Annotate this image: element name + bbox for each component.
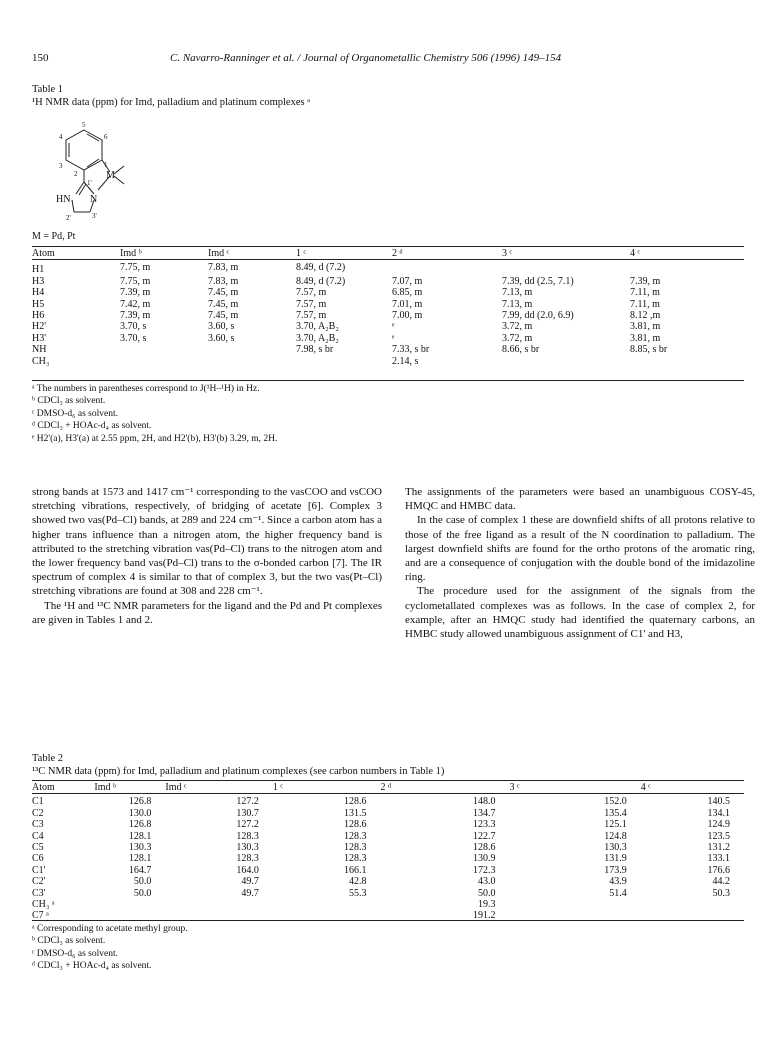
table-cell: 3.70, s	[120, 321, 147, 333]
footnote: ᵇ CDCl₃ as solvent.	[32, 936, 106, 947]
table-cell	[296, 356, 392, 367]
body-column-right	[405, 485, 755, 641]
column-header: 3 ᶜ	[509, 782, 520, 793]
label-c5: 5	[82, 121, 86, 129]
table-cell: 7.07, m	[392, 275, 423, 287]
table-cell: CH₃	[32, 355, 50, 367]
label-c3prime: 3'	[92, 212, 97, 220]
table-cell: 130.3	[128, 842, 152, 854]
table-cell	[165, 910, 273, 921]
table-cell: 7.98, s br	[296, 344, 334, 356]
label-c6: 6	[104, 133, 108, 141]
table-cell: 7.39, m	[120, 310, 151, 322]
table-cell: 131.9	[604, 853, 627, 865]
table-cell: 128.3	[236, 830, 259, 842]
label-c1: 1	[104, 161, 108, 169]
table-cell: H6	[32, 310, 45, 322]
table-cell: 3.70, s	[120, 332, 147, 344]
table-cell	[273, 899, 381, 910]
table-row	[32, 310, 744, 321]
column-header: 4 ᶜ	[630, 248, 641, 259]
column-header: Atom	[32, 248, 55, 259]
table-cell: 50.0	[133, 876, 152, 888]
table-cell: 7.75, m	[120, 275, 151, 287]
table-row	[32, 853, 744, 864]
table-cell: 7.75, m	[120, 262, 151, 274]
table-cell	[165, 899, 273, 910]
table-cell: 164.7	[128, 864, 152, 876]
table-cell: 130.0	[128, 807, 152, 819]
table-cell: 3.81, m	[630, 321, 661, 333]
column-header: 1 ᶜ	[272, 782, 283, 793]
label-metal: M	[106, 170, 115, 181]
table-row	[32, 888, 744, 899]
table-cell: 128.6	[343, 796, 367, 808]
table-cell: 173.9	[604, 864, 627, 876]
table-cell: 128.3	[343, 830, 367, 842]
table-cell: 128.3	[236, 853, 259, 865]
table-cell	[630, 356, 744, 367]
paragraph: The assignments of the parameters were based an unambiguous COSY-45, HMQC and HMBC data.	[405, 486, 755, 513]
table-cell: 126.8	[128, 796, 152, 808]
table-row	[32, 876, 744, 887]
table-cell	[630, 262, 744, 275]
table-cell: 134.1	[707, 807, 730, 819]
table-cell: 7.45, m	[208, 310, 239, 322]
table2-top-rule	[32, 780, 744, 781]
table-cell: 164.0	[236, 864, 259, 876]
table-cell: 50.3	[712, 887, 730, 899]
table-cell	[510, 899, 641, 910]
table-cell: 130.3	[236, 842, 259, 854]
table-cell: 122.7	[473, 830, 496, 842]
column-header: Imd ᵇ	[120, 248, 142, 259]
table-cell: 8.66, s br	[502, 344, 540, 356]
table-row	[32, 899, 744, 910]
table-cell: 128.6	[343, 819, 367, 831]
table-cell	[273, 910, 381, 921]
table1-bottom-rule	[32, 380, 744, 381]
benzene-ring	[66, 130, 102, 170]
paragraph: strong bands at 1573 and 1417 cm⁻¹ corresponding to the νasCOO and νsCOO stretching vibrations, respectively, of bridging of acetate [6]. Complex 3 showed two νas(Pd–Cl) bands, at 289 and 224 cm⁻¹. Since a carbon atom has a higher trans influence than a nitrogen atom, the higher frequency band is attributed to the stretching vibration νas(Pd–Cl) trans to the nitrogen atom and the lower frequency band νas(Pd–Cl) trans to the σ-bonded carbon [7]. The IR spectrum of complex 4 is similar to that of complex 3, but the two νas(Pt–Cl) stretching vibrations are found at 308 and 228 cm⁻¹.	[32, 486, 382, 598]
metal-label: M = Pd, Pt	[32, 231, 76, 242]
table-cell: C6	[32, 853, 44, 865]
table-cell: C1'	[32, 864, 46, 876]
table-cell: 128.1	[128, 853, 152, 865]
table-cell: 128.3	[343, 842, 367, 854]
footnote: ᵃ The numbers in parentheses correspond to J(¹H–¹H) in Hz.	[32, 384, 260, 394]
table-cell: ᵉ	[392, 332, 395, 344]
table-cell	[510, 910, 641, 921]
table-cell: H1	[32, 264, 45, 276]
table-row	[32, 356, 744, 367]
table-cell: 172.3	[473, 864, 496, 876]
page-number: 150	[32, 52, 49, 64]
table-cell: 50.0	[133, 887, 152, 899]
table-cell: 3.70, A₂B₂	[296, 321, 339, 333]
table-cell: NH	[32, 344, 47, 356]
table-row	[32, 299, 744, 310]
table-cell: 3.60, s	[208, 332, 235, 344]
table-cell: 128.3	[343, 853, 367, 865]
table-row	[32, 262, 744, 275]
table-cell	[641, 899, 744, 910]
table-cell: 126.8	[128, 819, 152, 831]
table-cell: 7.11, m	[630, 287, 660, 299]
table-row	[32, 808, 744, 819]
table-cell: 130.7	[236, 807, 259, 819]
label-c1prime: 1'	[87, 179, 92, 187]
table-cell: 124.9	[707, 819, 730, 831]
table-cell	[120, 344, 208, 355]
table-row	[32, 796, 744, 807]
table-row	[32, 831, 744, 842]
table2-label: Table 2	[32, 753, 64, 764]
table-cell: 7.57, m	[296, 287, 327, 299]
table-cell: 7.42, m	[120, 298, 151, 310]
table-cell: C1	[32, 796, 44, 808]
column-header: Imd ᶜ	[165, 782, 187, 793]
table-cell: C2'	[32, 876, 46, 888]
table-cell: 134.7	[473, 807, 496, 819]
table-cell	[208, 356, 296, 367]
table-row	[32, 276, 744, 287]
column-header: 2 ᵈ	[380, 782, 392, 793]
table-cell: 7.39, m	[120, 287, 151, 299]
table-cell	[392, 262, 502, 275]
column-header: 4 ᶜ	[640, 782, 651, 793]
table-cell: 131.5	[343, 807, 367, 819]
table1	[32, 248, 744, 367]
table-cell: 130.9	[473, 853, 496, 865]
column-header: Imd ᶜ	[208, 248, 230, 259]
table-cell	[502, 262, 630, 275]
table-row	[32, 865, 744, 876]
table-cell: H4	[32, 287, 45, 299]
footnote: ᵈ CDCl₃ + HOAc-d₄ as solvent.	[32, 421, 152, 432]
label-hn: HN	[56, 194, 71, 205]
footnote: ᵇ CDCl₃ as solvent.	[32, 396, 106, 407]
column-header: 2 ᵈ	[392, 248, 403, 259]
paragraph: In the case of complex 1 these are downfield shifts of all protons relative to those of the free ligand as a result of the N coordination to palladium. The largest downfield shifts are found for the ortho protons of the aromatic ring, and are a consequence of conjugation with the double bond of the imidazoline ring.	[405, 514, 755, 584]
table-cell: 135.4	[604, 807, 627, 819]
table-cell: 7.83, m	[208, 262, 239, 274]
table-cell: 152.0	[604, 796, 627, 808]
table-cell	[120, 356, 208, 367]
column-header: Imd ᵇ	[94, 782, 117, 793]
footnote: ᵃ Corresponding to acetate methyl group.	[32, 924, 188, 934]
footnote: ᵈ CDCl₃ + HOAc-d₄ as solvent.	[32, 961, 152, 972]
label-c2: 2	[74, 170, 78, 178]
table-cell	[94, 910, 165, 921]
table-cell: 7.39, dd (2.5, 7.1)	[502, 275, 574, 287]
table2-caption: ¹³C NMR data (ppm) for Imd, palladium and platinum complexes (see carbon numbers in Table 1)	[32, 766, 445, 777]
table-cell: 3.72, m	[502, 321, 533, 333]
table-cell: ᵉ	[392, 321, 395, 333]
table1-header-row	[32, 248, 744, 262]
table-cell: 8.49, d (7.2)	[296, 262, 346, 274]
table-cell: 8.85, s br	[630, 344, 668, 356]
table-cell: 43.9	[609, 876, 627, 888]
table-cell: 131.2	[707, 842, 730, 854]
table-cell: C4	[32, 830, 44, 842]
table-cell: 128.6	[473, 842, 496, 854]
table-cell: 8.12 ,m	[630, 310, 661, 322]
footnote: ᶜ DMSO-d₆ as solvent.	[32, 408, 118, 419]
label-c3: 3	[59, 162, 63, 170]
table-cell: 7.13, m	[502, 298, 533, 310]
table-cell: 7.99, dd (2.0, 6.9)	[502, 310, 574, 322]
table-cell	[502, 356, 630, 367]
column-header: 1 ᶜ	[296, 248, 307, 259]
table-cell: C2	[32, 807, 44, 819]
table-cell: 3.81, m	[630, 332, 661, 344]
table1-top-rule	[32, 246, 744, 247]
table-cell: 123.3	[473, 819, 496, 831]
table-cell: C3	[32, 819, 44, 831]
label-c4: 4	[59, 133, 63, 141]
table-row	[32, 910, 744, 921]
table-cell: 166.1	[343, 864, 367, 876]
table-cell: 123.5	[707, 830, 730, 842]
table-cell: 50.0	[478, 887, 496, 899]
table2	[32, 782, 744, 922]
table1-footnotes	[32, 383, 277, 445]
table-cell: 49.7	[241, 887, 259, 899]
table-cell: 3.72, m	[502, 332, 533, 344]
table-cell: 133.1	[707, 853, 730, 865]
table1-label: Table 1	[32, 84, 64, 95]
table-cell: 7.57, m	[296, 298, 327, 310]
table-cell: 7.39, m	[630, 275, 661, 287]
table-cell: 44.2	[712, 876, 730, 888]
paragraph: The ¹H and ¹³C NMR parameters for the ligand and the Pd and Pt complexes are given in Tables 1 and 2.	[32, 599, 382, 626]
table-cell: 125.1	[604, 819, 627, 831]
body-column-left	[32, 485, 382, 627]
table-cell: 51.4	[609, 887, 627, 899]
table-cell: 7.33, s br	[392, 344, 430, 356]
table-cell	[94, 899, 165, 910]
running-head: C. Navarro-Ranninger et al. / Journal of Organometallic Chemistry 506 (1996) 149–154	[170, 52, 562, 64]
table-cell: 140.5	[707, 796, 730, 808]
footnote: ᵉ H2'(a), H3'(a) at 2.55 ppm, 2H, and H2'(b), H3'(b) 3.29, m, 2H.	[32, 433, 278, 444]
table-cell: 49.7	[241, 876, 259, 888]
table-cell: 7.45, m	[208, 298, 239, 310]
column-header: 3 ᶜ	[502, 248, 513, 259]
table-row	[32, 287, 744, 298]
table-row	[32, 333, 744, 344]
table-cell: 43.0	[478, 876, 496, 888]
table-cell: 130.3	[604, 842, 627, 854]
table-cell: 6.85, m	[392, 287, 423, 299]
table-row	[32, 819, 744, 830]
table-cell: H3	[32, 275, 45, 287]
table-cell: 128.1	[128, 830, 152, 842]
table-cell: 7.83, m	[208, 275, 239, 287]
imidazoline-structure-diagram	[32, 112, 152, 232]
table-row	[32, 344, 744, 355]
label-c2prime: 2'	[66, 214, 71, 222]
table-cell: 19.3	[478, 899, 496, 911]
table-cell: H2'	[32, 321, 47, 333]
table-cell: H5	[32, 298, 45, 310]
table-row	[32, 842, 744, 853]
table1-caption: ¹H NMR data (ppm) for Imd, palladium and platinum complexes ᵃ	[32, 97, 311, 108]
table-cell: 7.13, m	[502, 287, 533, 299]
table-cell: 7.57, m	[296, 310, 327, 322]
table-cell: 124.8	[604, 830, 627, 842]
table-cell: 55.3	[348, 887, 367, 899]
table-cell: 148.0	[473, 796, 496, 808]
label-n: N	[90, 194, 98, 205]
table2-footnotes	[32, 923, 188, 973]
table-cell: 127.2	[236, 819, 259, 831]
table-cell: 42.8	[348, 876, 367, 888]
table-cell: 191.2	[473, 910, 496, 922]
table-row	[32, 321, 744, 332]
table-cell: 127.2	[236, 796, 259, 808]
table-cell: 3.70, A₂B₂	[296, 332, 339, 344]
table-cell: 7.45, m	[208, 287, 239, 299]
table-cell	[208, 344, 296, 355]
table-cell: 2.14, s	[392, 355, 419, 367]
table-cell: C3'	[32, 887, 46, 899]
paragraph: The procedure used for the assignment of the signals from the cyclometallated complexes was as follows. In the case of complex 2, for example, after an HMQC study had identified the quaternary carbons, an HMBC study allowed unambiguous assignment of C1' and H3,	[405, 585, 755, 641]
table-cell: 7.01, m	[392, 298, 423, 310]
table-cell: H3'	[32, 332, 47, 344]
table2-header-row	[32, 782, 744, 796]
table-cell: C5	[32, 842, 44, 854]
table-cell: C7 ᵃ	[32, 910, 49, 922]
column-header: Atom	[32, 782, 55, 793]
table-cell: 7.11, m	[630, 298, 660, 310]
table-cell: 176.6	[707, 864, 730, 876]
table-cell: CH₃ ᵃ	[32, 899, 55, 911]
footnote: ᶜ DMSO-d₆ as solvent.	[32, 948, 118, 959]
table-cell: 3.60, s	[208, 321, 235, 333]
table-cell: 7.00, m	[392, 310, 423, 322]
table-cell: 8.49, d (7.2)	[296, 275, 346, 287]
table-cell	[641, 910, 744, 921]
